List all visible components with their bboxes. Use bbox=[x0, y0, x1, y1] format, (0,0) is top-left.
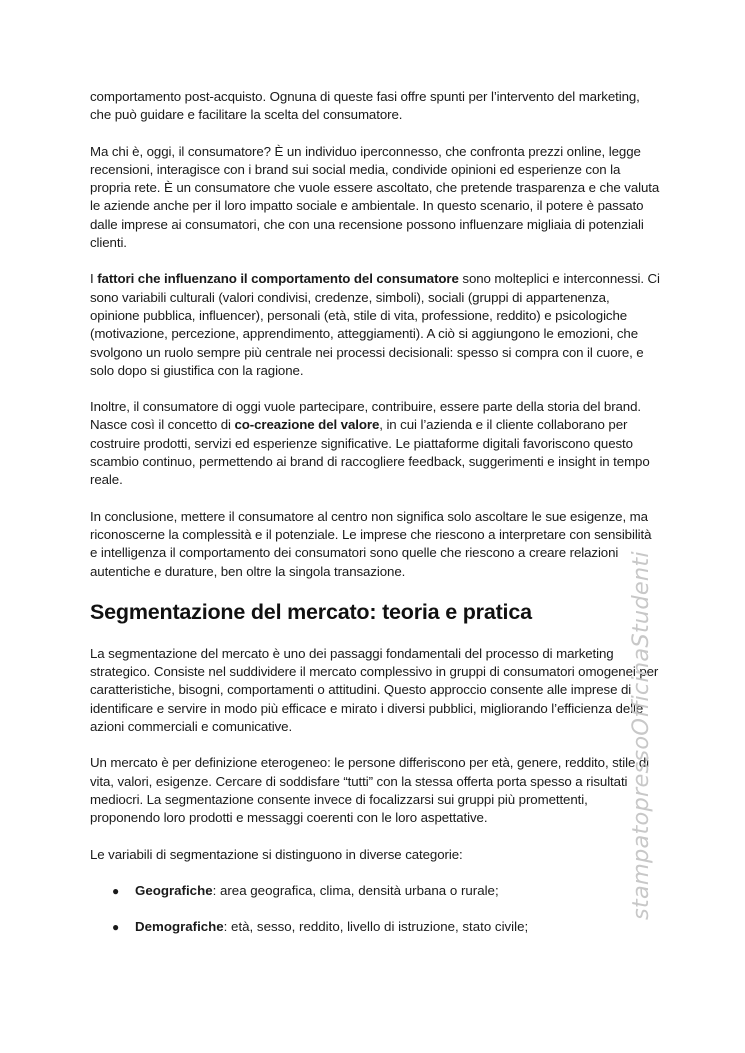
paragraph-variabili: Le variabili di segmentazione si distinguono in diverse categorie: bbox=[90, 846, 463, 862]
list-item-text: : area geografica, clima, densità urbana o rurale; bbox=[212, 882, 499, 898]
paragraph-conclusione: In conclusione, mettere il consumatore al centro non significa solo ascoltare le sue esigenze, ma riconoscerne la complessità e il potenziale. Le imprese che riescono a interpretare con sensibilità e intelligenza il comportamento dei consumatori sono quelle che riescono a creare relazioni autentiche e durature, ben oltre la singola transazione. bbox=[90, 508, 652, 579]
paragraph-fattori-pre: I bbox=[90, 271, 98, 287]
paragraph-fattori-post: sono molteplici e interconnessi. Ci sono variabili culturali (valori condivisi, credenze, simboli), sociali (gruppi di appartenenza, opinione pubblica, influencer), personali (età, stile di vita, professione, reddito) e psicologiche (motivazione, percezione, apprendimento, atteggiamenti). A ciò si aggiungono le emozioni, che svolgono un ruolo sempre più centrale nei processi decisionali: spesso si compra con il cuore, e solo dopo si giustifica con la ragione. bbox=[90, 271, 660, 378]
section-heading: Segmentazione del mercato: teoria e pratica bbox=[90, 599, 532, 624]
list-item bbox=[90, 882, 660, 900]
bullet-icon: ● bbox=[112, 919, 120, 934]
bold-fattori: fattori che influenzano il comportamento del consumatore bbox=[97, 271, 459, 287]
paragraph-co-creazione-pre: Inoltre, il consumatore di oggi vuole partecipare, contribuire, essere parte della storia del brand. Nasce così il concetto di bbox=[90, 399, 641, 433]
paragraph-mercato-eterogeneo: Un mercato è per definizione eterogeneo: le persone differiscono per età, genere, reddito, stile di vita, valori, esigenze. Cercare di soddisfare “tutti” con la stessa offerta porta spesso a risultati mediocri. La segmentazione consente invece di focalizzarsi sui gruppi più promettenti, proponendo loro prodotti e messaggi coerenti con le loro aspettative. bbox=[90, 755, 650, 826]
list-item bbox=[90, 918, 660, 936]
paragraph-co-creazione bbox=[90, 398, 660, 489]
list-item-term: Geografiche bbox=[135, 882, 213, 898]
watermark bbox=[622, 540, 662, 920]
paragraph-fattori bbox=[90, 270, 660, 380]
list-item-term: Demografiche bbox=[135, 918, 224, 934]
watermark-text: stampatopressoOfficinaStudenti bbox=[628, 551, 654, 920]
list-item-text: : età, sesso, reddito, livello di istruzione, stato civile; bbox=[223, 918, 529, 934]
document-page bbox=[90, 88, 660, 954]
paragraph-segmentazione-intro: La segmentazione del mercato è uno dei passaggi fondamentali del processo di marketing strategico. Consiste nel suddividere il mercato complessivo in gruppi di consumatori omogenei per caratteristiche, bisogni, comportamenti o attitudini. Questo approccio consente alle imprese di identificare e servire in modo più efficace e mirato i diversi pubblici, migliorando l’efficienza delle azioni commerciali e comunicative. bbox=[90, 645, 659, 735]
paragraph-co-creazione-post: , in cui l’azienda e il cliente collaborano per costruire prodotti, servizi ed esperienze significative. Le piattaforme digitali favoriscono questo scambio continuo, permettendo ai brand di raccogliere feedback, suggerimenti e insight in tempo reale. bbox=[90, 417, 650, 488]
paragraph-consumatore-oggi: Ma chi è, oggi, il consumatore? È un individuo iperconnesso, che confronta prezzi online, legge recensioni, interagisce con i brand sui social media, condivide opinioni ed esperienze con la propria rete. È un consumatore che vuole essere ascoltato, che pretende trasparenza e che valuta le aziende anche per il loro impatto sociale e ambientale. In questo scenario, il potere è passato dalle imprese ai consumatori, che con una recensione possono influenzare migliaia di potenziali clienti. bbox=[90, 143, 660, 251]
segmentation-variables-list bbox=[90, 882, 660, 936]
bold-co-creazione: co-creazione del valore bbox=[234, 417, 380, 433]
bullet-icon: ● bbox=[112, 883, 120, 898]
paragraph-post-acquisto: comportamento post-acquisto. Ognuna di queste fasi offre spunti per l’intervento del marketing, che può guidare e facilitare la scelta del consumatore. bbox=[90, 89, 640, 123]
